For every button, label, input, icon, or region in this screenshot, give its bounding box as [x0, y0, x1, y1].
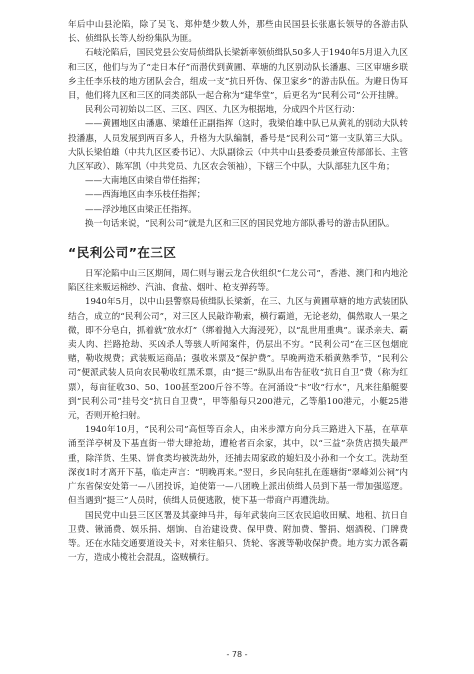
paragraph: 1940年5月，以中山县警察局侦缉队长梁新，在三、九区与黄圃草塘的地方武装团队结合，成立的“民利公司”，对三区人民敲诈勒索，横行霸道，无论老幼，偶然取人一果之微，即不分皂白，抓着就“放水灯”（绑着抛入大海浸死），以“乱世用重典”。谋杀亲夫、霸卖人肉、拦路抢劫、买凶杀人等骇人听闻案件，仍层出不穷。“民利公司”在三区包烟庇赌，勒收规费；武装贩运商品；强收米票及“保护费”。早晚两造禾稻黄熟季节，“民利公司”便派武装人员向农民勒收红黑禾票，由“挺三”纵队出布告征收“抗日自卫”费（称为红票），每亩征收30、50、100甚至200斤谷不等。在河涌设“卡”收“行水”，凡来往船艇要到“民利公司”挂号交“抗日自卫费”，甲等船每只200港元，乙等船100港元，小艇25港元，否则开枪扫射。 [68, 297, 408, 422]
paragraph: ——黄圃地区由潘惠、梁雄任正副指挥（这时，我梁伯雄中队已从黄礼的别动大队转投潘惠，人员发展到两百多人，升格为大队编制，番号是“民利公司”第一支队第三大队。大队长梁伯雄（中共九区区委书记）、大队副徐云（中共中山县委委员兼宣传部部长、主管九区军政）、陈军凯（中共党员、九区农会领袖），下辖三个中队，大队部驻九区牛角； [68, 119, 408, 173]
body-text-top [68, 18, 408, 231]
paragraph: 日军沦陷中山三区期间，周仁则与谢云龙合伙组织“仁龙公司”，香港、澳门和内地沦陷区往来贩运棉纱、汽油、食盐、烟叶、枪支弹药等。 [68, 269, 408, 294]
paragraph: 石岐沦陷后，国民党县公安局侦缉队长梁新率领侦缉队50多人于1940年5月退入九区和三区，他们与为了“走日本仔”而潜伏到黄圃、草塘的九区别动队长潘惠、三区审塘乡联乡主任李乐枝的地方团队会合，组成一支“抗日歼伪、保卫家乡”的游击队伍。为避日伪耳目，他们将九区和三区的同类部队一起合称为“建华堂”，后更名为“民利公司”公开挂牌。 [68, 48, 408, 102]
section-heading: “民利公司”在三区 [68, 245, 177, 261]
paragraph: ——大南地区由梁自带任指挥； [85, 176, 206, 187]
page-number: - 78 - [226, 650, 248, 659]
paragraph: 国民党中山县三区区署及其豪绅马井，每年武装向三区农民追收田赋、地租、抗日自卫费、锹涌费、娱乐捐、烟饷、自治建设费、保甲费、附加费、警捐、烟酒税、门牌费等。还在水陆交通要道设关卡，对来往船只、货轮、客渡等勒收保护费。地方实力派各霸一方，造成小榄社会混乱，盗贼横行。 [68, 510, 408, 564]
paragraph: 换一句话来说，“民利公司”就是九区和三区的国民党地方部队番号的游击队团队。 [85, 218, 395, 229]
paragraph: ——西海地区由李乐枝任指挥； [85, 190, 206, 201]
paragraph: 民利公司初始以二区、三区、四区、九区为根据地，分成四个片区行动： [85, 105, 361, 116]
paragraph: 1940年10月，“民利公司”高恒等百余人，由米步潭方向分兵三路进入下基，在草草涌至洋亭树及下基直街一带大肆抢劫，遭枪者百余家，其中，以“三益”杂货店损失最严重，除洋货、生果、饼食类均被洗劫外，还捕去周家政的媳妇及小孙和一个女工。洗劫至深夜1时才离开下基，临走声言：“明晚再来。”翌日，乡民向驻扎在莲塘街“翠峰刘公祠”内广东省保安处第一—八团投诉，迫使第一—八团晚上派出侦缉人员到下基一带加强巡逻。但当遇到“挺三”人员时，侦缉人员便逃散，使下基一带商户再遭洗劫。 [68, 425, 408, 507]
body-text-bottom [68, 267, 408, 565]
paragraph: ——浮沙地区由梁正任指挥。 [85, 204, 197, 215]
paragraph: 年后中山县沦陷，除了吴飞、郑仲楚少数人外，那些由民国县长张惠长领导的各游击队长、侦缉队长等人纷纷集队为匪。 [68, 20, 408, 45]
